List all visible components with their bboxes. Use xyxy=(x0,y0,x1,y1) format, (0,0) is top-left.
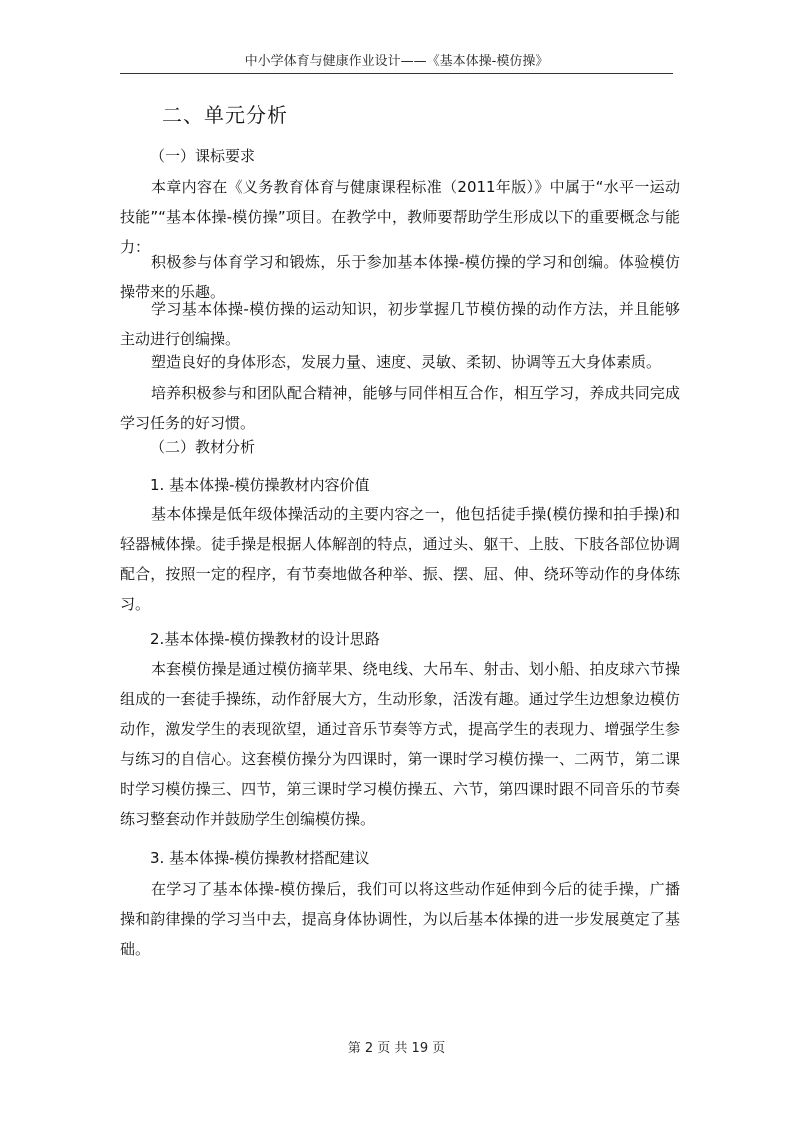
section-title: 二、单元分析 xyxy=(162,103,288,127)
paragraph-design-idea: 本套模仿操是通过模仿摘苹果、绕电线、大吊车、射击、划小船、拍皮球六节操组成的一套徒手操练，动作舒展大方，生动形象，活泼有趣。通过学生边想象边模仿动作，激发学生的表现欲望，通过音乐节奏等方式，提高学生的表现力、增强学生参与练习的自信心。这套模仿操分为四课时，第一课时学习模仿操一、二两节，第二课时学习模仿操三、四节，第三课时学习模仿操五、六节，第四课时跟不同音乐的节奏练习整套动作并鼓励学生创编模仿操。 xyxy=(120,660,680,828)
paragraph-content-value: 基本体操是低年级体操活动的主要内容之一，他包括徒手操(模仿操和拍手操)和轻器械体操。徒手操是根据人体解剖的特点，通过头、躯干、上肢、下肢各部位协调配合，按照一定的程序，有节奏地做各种举、振、摆、屈、伸、绕环等动作的身体练习。 xyxy=(120,505,680,613)
paragraph-goal-participation: 积极参与体育学习和锻炼，乐于参加基本体操-模仿操的学习和创编。体验模仿操带来的乐趣。 xyxy=(120,253,680,301)
paragraph-pairing-advice: 在学习了基本体操-模仿操后，我们可以将这些动作延伸到今后的徒手操，广播操和韵律操的学习当中去，提高身体协调性，为以后基本体操的进一步发展奠定了基础。 xyxy=(120,880,680,958)
paragraph-goal-teamwork: 培养积极参与和团队配合精神，能够与同伴相互合作，相互学习，养成共同完成学习任务的好习惯。 xyxy=(120,384,680,432)
paragraph-goal-knowledge: 学习基本体操-模仿操的运动知识，初步掌握几节模仿操的动作方法，并且能够主动进行创编操。 xyxy=(120,300,680,348)
item-heading-design-idea: 2.基本体操-模仿操教材的设计思路 xyxy=(150,630,380,648)
page-number: 第 2 页 共 19 页 xyxy=(347,1041,446,1056)
paragraph-goal-fitness: 塑造良好的身体形态，发展力量、速度、灵敏、柔韧、协调等五大身体素质。 xyxy=(151,353,662,371)
header-divider xyxy=(120,73,673,74)
subsection-heading-material: （二）教材分析 xyxy=(150,438,256,456)
paragraph-standards-intro: 本章内容在《义务教育体育与健康课程标准（2011年版）》中属于“水平一运动技能”“基本体操-模仿操”项目。在教学中，教师要帮助学生形成以下的重要概念与能力： xyxy=(120,178,680,256)
item-heading-pairing-advice: 3. 基本体操-模仿操教材搭配建议 xyxy=(150,849,370,867)
item-heading-content-value: 1. 基本体操-模仿操教材内容价值 xyxy=(150,476,370,494)
subsection-heading-standards: （一）课标要求 xyxy=(150,147,256,165)
page-header: 中小学体育与健康作业设计——《基本体操-模仿操》 xyxy=(244,54,549,69)
